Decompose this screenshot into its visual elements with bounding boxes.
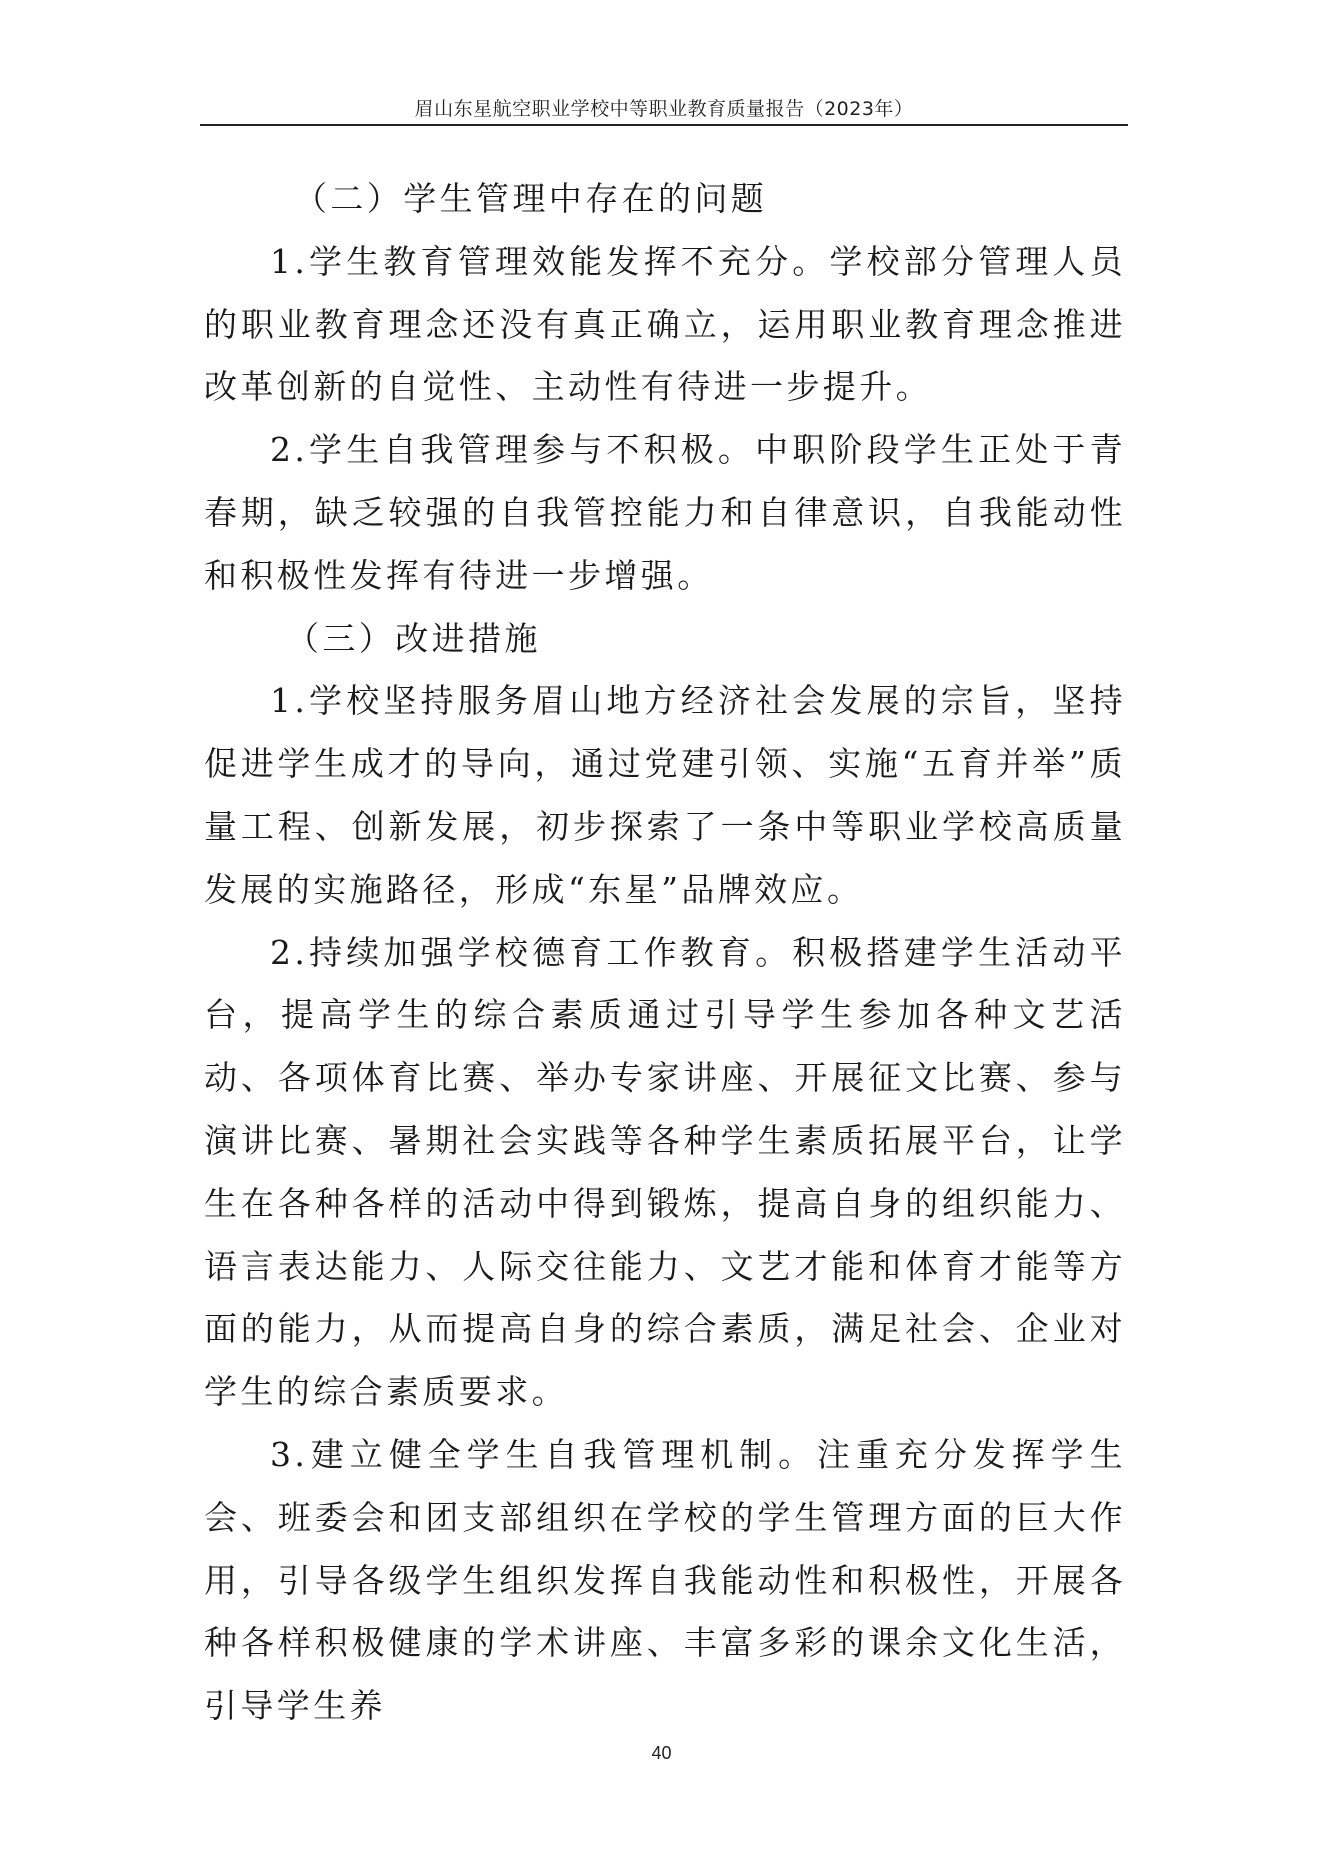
page-body — [204, 168, 1126, 1738]
section-heading-problems: （二）学生管理中存在的问题 — [294, 179, 768, 218]
paragraph: 2.学生自我管理参与不积极。中职阶段学生正处于青春期，缺乏较强的自我管控能力和自律意识，自我能动性和积极性发挥有待进一步增强。 — [204, 430, 1126, 595]
paragraph: 1.学生教育管理效能发挥不充分。学校部分管理人员的职业教育理念还没有真正确立，运用职业教育理念推进改革创新的自觉性、主动性有待进一步提升。 — [204, 241, 1126, 407]
paragraph: 2.持续加强学校德育工作教育。积极搭建学生活动平台，提高学生的综合素质通过引导学生参加各种文艺活动、各项体育比赛、举办专家讲座、开展征文比赛、参与演讲比赛、暑期社会实践等各种学生素质拓展平台，让学生在各种各样的活动中得到锻炼，提高自身的组织能力、语言表达能力、人际交往能力、文艺才能和体育才能等方面的能力，从而提高自身的综合素质，满足社会、企业对学生的综合素质要求。 — [204, 932, 1126, 1412]
running-header: 眉山东星航空职业学校中等职业教育质量报告（2023年） — [414, 98, 914, 120]
section-heading-measures: （三）改进措施 — [286, 618, 541, 658]
paragraph: 1.学校坚持服务眉山地方经济社会发展的宗旨，坚持促进学生成才的导向，通过党建引领、实施“五育并举”质量工程、创新发展，初步探索了一条中等职业学校高质量发展的实施路径，形成“东星”品牌效应。 — [204, 681, 1126, 909]
header-rule — [200, 124, 1128, 126]
paragraph: 3.建立健全学生自我管理机制。注重充分发挥学生会、班委会和团支部组织在学校的学生管理方面的巨大作用，引导各级学生组织发挥自我能动性和积极性，开展各种各样积极健康的学术讲座、丰富多彩的课余文化生活，引导学生养 — [204, 1434, 1126, 1726]
page-number: 40 — [651, 1743, 672, 1763]
